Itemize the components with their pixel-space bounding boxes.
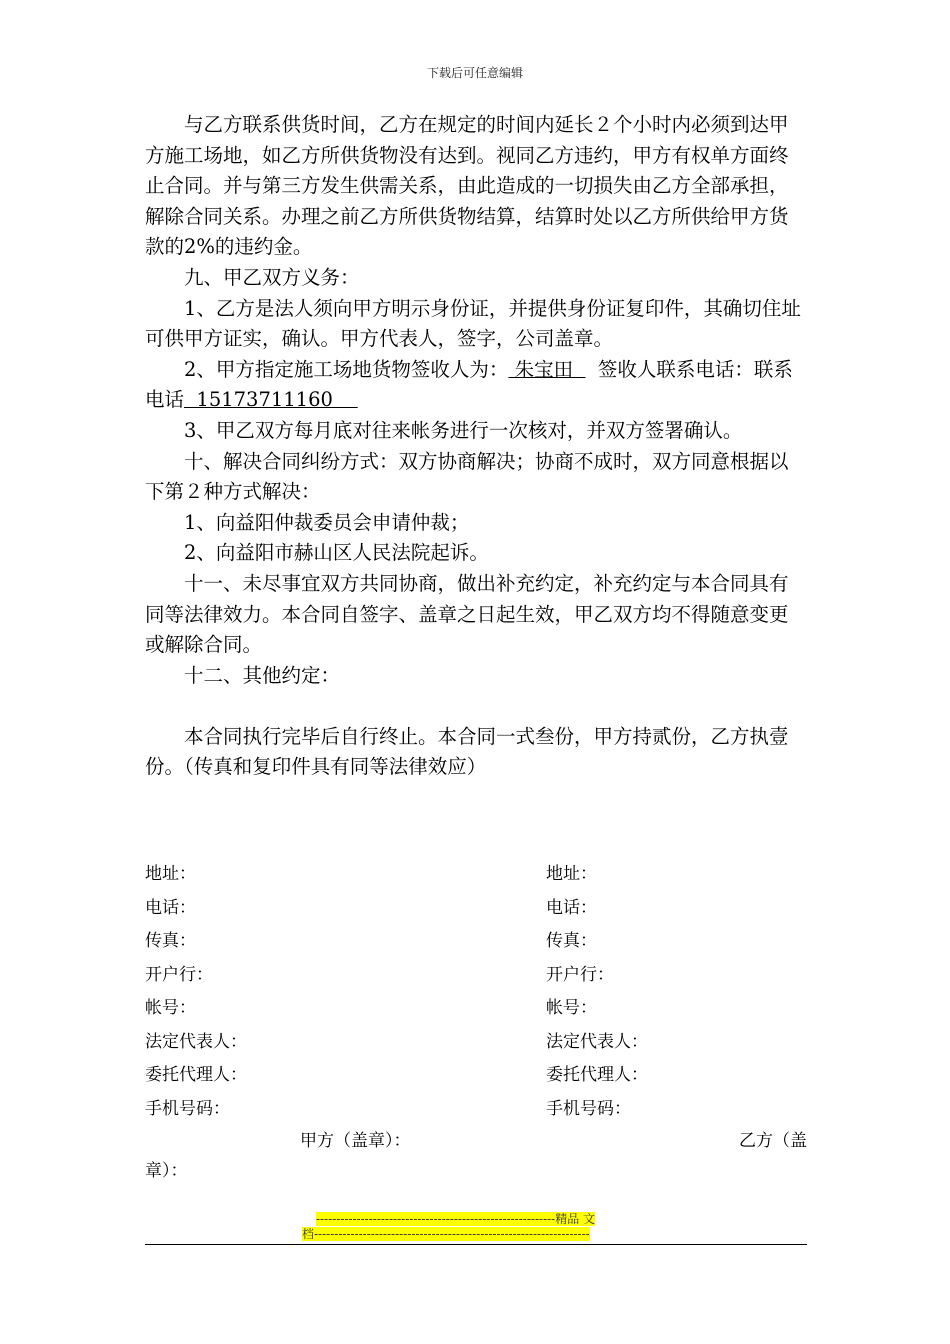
section-heading-disputes: 十、解决合同纠纷方式：双方协商解决；协商不成时，双方同意根据以下第２种方式解决：	[145, 449, 789, 504]
receiver-phone: 15173711160	[184, 388, 358, 412]
stamp-section	[145, 1126, 807, 1186]
section-heading-other: 十二、其他约定：	[184, 663, 341, 687]
signature-row	[145, 855, 807, 889]
signature-row	[145, 1090, 807, 1124]
party-a-legal-rep-label: 法定代表人：	[145, 1031, 247, 1052]
party-b-bank-label: 开户行：	[546, 964, 614, 985]
obligation-2-middle: 签收人联系电话：联系电话	[145, 357, 793, 412]
party-a-address-label: 地址：	[145, 864, 196, 885]
party-a-agent-label: 委托代理人：	[145, 1065, 247, 1086]
party-b-address-label: 地址：	[546, 864, 597, 885]
paragraph-dispute-option-1: 1、向益阳仲裁委员会申请仲裁；	[184, 510, 470, 534]
section-heading-supplementary: 十一、未尽事宜双方共同协商，做出补充约定，补充约定与本合同具有同等法律效力。本合同自签字、盖章之日起生效，甲乙双方均不得随意变更或解除合同。	[145, 571, 789, 657]
signature-row	[145, 989, 807, 1023]
signature-fields	[145, 855, 807, 1123]
signature-row	[145, 956, 807, 990]
party-a-bank-label: 开户行：	[145, 964, 213, 985]
party-b-legal-rep-label: 法定代表人：	[546, 1031, 648, 1052]
party-b-account-label: 帐号：	[546, 998, 597, 1019]
stamp-line	[145, 1126, 807, 1156]
footer-line-1: -----------------------------------------------------------精品 文	[316, 1212, 596, 1226]
party-a-mobile-label: 手机号码：	[145, 1098, 230, 1119]
paragraph-delivery-terms: 与乙方联系供货时间，乙方在规定的时间内延长２个小时内必须到达甲方施工场地，如乙方所供货物没有达到。视同乙方违约，甲方有权单方面终止合同。并与第三方发生供需关系，由此造成的一切损失由乙方全部承担，解除合同关系。办理之前乙方所供货物结算，结算时处以乙方所供给甲方货款的2%的违约金。	[145, 113, 789, 259]
obligation-2-prefix: 2、甲方指定施工场地货物签收人为：	[184, 357, 509, 381]
contract-body	[145, 110, 807, 783]
blank-line	[145, 691, 807, 722]
party-a-account-label: 帐号：	[145, 998, 196, 1019]
party-b-stamp-label: 乙方（盖	[739, 1131, 807, 1151]
signature-row	[145, 922, 807, 956]
party-b-stamp-label-cont: 章）：	[145, 1161, 188, 1181]
signature-row	[145, 1056, 807, 1090]
party-b-phone-label: 电话：	[546, 897, 597, 918]
paragraph-dispute-option-2: 2、向益阳市赫山区人民法院起诉。	[184, 541, 489, 565]
page-footer	[302, 1212, 650, 1242]
signature-row	[145, 1023, 807, 1057]
party-a-stamp-label: 甲方（盖章）：	[300, 1131, 411, 1151]
signature-row	[145, 889, 807, 923]
paragraph-termination: 本合同执行完毕后自行终止。本合同一式叁份，甲方持贰份，乙方执壹份。（传真和复印件具有同等法律效应）	[145, 724, 789, 779]
party-b-fax-label: 传真：	[546, 931, 597, 952]
section-heading-obligations: 九、甲乙双方义务：	[184, 265, 360, 289]
party-b-agent-label: 委托代理人：	[546, 1065, 648, 1086]
footer-rule	[145, 1244, 807, 1245]
party-b-mobile-label: 手机号码：	[546, 1098, 631, 1119]
paragraph-obligation-1: 1、乙方是法人须向甲方明示身份证，并提供身份证复印件，其确切住址可供甲方证实，确认。甲方代表人，签字，公司盖章。	[145, 296, 801, 351]
paragraph-obligation-2	[145, 355, 807, 416]
party-a-fax-label: 传真：	[145, 931, 196, 952]
party-a-phone-label: 电话：	[145, 897, 196, 918]
paragraph-obligation-3: 3、甲乙双方每月底对往来帐务进行一次核对，并双方签署确认。	[184, 418, 743, 442]
footer-line-2: 档--------------------------------------------------------------------	[302, 1227, 590, 1241]
receiver-name: 朱宝田	[508, 357, 586, 381]
page-header: 下载后可任意编辑	[426, 66, 523, 80]
